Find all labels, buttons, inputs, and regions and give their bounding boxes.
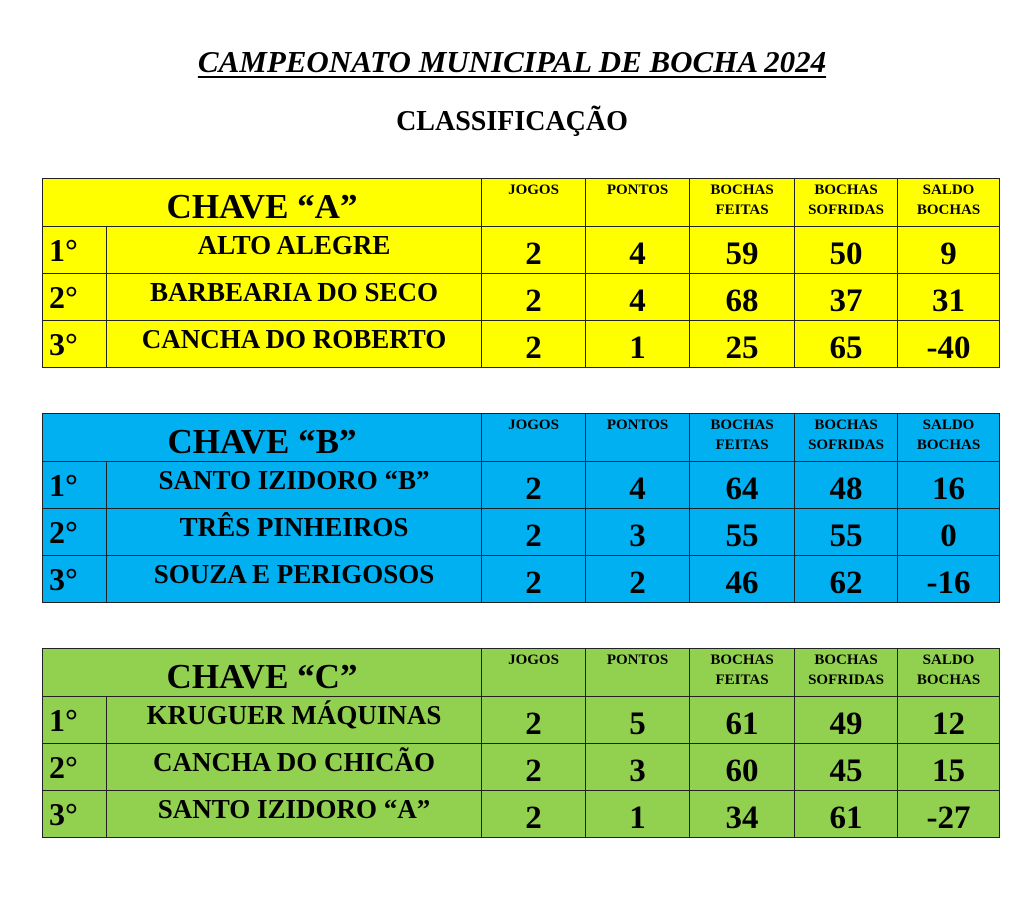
pontos-header-label: PONTOS	[606, 652, 669, 668]
jogos-header-label: JOGOS	[508, 417, 559, 433]
saldo-bochas-header-line1: SALDO	[922, 417, 975, 433]
pontos-cell: 4	[586, 227, 690, 274]
bochas-sofridas-cell: 37	[795, 274, 898, 321]
jogos-header-label: JOGOS	[508, 182, 559, 198]
bochas-feitas-cell: 61	[690, 697, 795, 744]
bochas-sofridas-cell: 55	[795, 509, 898, 556]
pontos-cell: 4	[586, 274, 690, 321]
position-cell: 3°	[43, 791, 107, 838]
pontos-header	[586, 414, 690, 462]
bochas-sofridas-header	[795, 414, 898, 462]
bochas-feitas-cell: 68	[690, 274, 795, 321]
table-row	[43, 509, 1000, 556]
saldo-bochas-cell: 31	[898, 274, 1000, 321]
jogos-cell: 2	[482, 556, 586, 603]
team-name-cell: TRÊS PINHEIROS	[107, 509, 482, 556]
table-row	[43, 227, 1000, 274]
bochas-sofridas-header-line1: BOCHAS	[814, 652, 878, 668]
bochas-feitas-header	[690, 649, 795, 697]
bochas-feitas-cell: 60	[690, 744, 795, 791]
saldo-bochas-header-line2: BOCHAS	[916, 672, 981, 688]
saldo-bochas-header-line2: BOCHAS	[916, 202, 981, 218]
jogos-header	[482, 649, 586, 697]
pontos-header	[586, 649, 690, 697]
bochas-feitas-cell: 55	[690, 509, 795, 556]
saldo-bochas-cell: 15	[898, 744, 1000, 791]
bochas-feitas-cell: 46	[690, 556, 795, 603]
jogos-cell: 2	[482, 321, 586, 368]
bochas-sofridas-header-line2: SOFRIDAS	[808, 437, 884, 453]
pontos-cell: 3	[586, 509, 690, 556]
table-row	[43, 744, 1000, 791]
saldo-bochas-header-line2: BOCHAS	[916, 437, 981, 453]
saldo-bochas-header-line1: SALDO	[922, 182, 975, 198]
position-cell: 1°	[43, 697, 107, 744]
bochas-sofridas-header	[795, 649, 898, 697]
bochas-sofridas-cell: 45	[795, 744, 898, 791]
team-name-cell: KRUGUER MÁQUINAS	[107, 697, 482, 744]
saldo-bochas-header	[898, 649, 1000, 697]
jogos-cell: 2	[482, 744, 586, 791]
bochas-sofridas-cell: 65	[795, 321, 898, 368]
page-title: CAMPEONATO MUNICIPAL DE BOCHA 2024	[197, 44, 827, 79]
jogos-cell: 2	[482, 462, 586, 509]
saldo-bochas-cell: 12	[898, 697, 1000, 744]
saldo-bochas-cell: 9	[898, 227, 1000, 274]
jogos-cell: 2	[482, 227, 586, 274]
pontos-cell: 1	[586, 791, 690, 838]
table-row	[43, 697, 1000, 744]
bochas-feitas-cell: 59	[690, 227, 795, 274]
saldo-bochas-header	[898, 414, 1000, 462]
group-a-header-row	[43, 179, 1000, 227]
bochas-sofridas-cell: 48	[795, 462, 898, 509]
team-name-cell: BARBEARIA DO SECO	[107, 274, 482, 321]
group-b-header-row	[43, 414, 1000, 462]
bochas-sofridas-header-line2: SOFRIDAS	[808, 202, 884, 218]
position-cell: 2°	[43, 744, 107, 791]
team-name-cell: CANCHA DO CHICÃO	[107, 744, 482, 791]
bochas-sofridas-header	[795, 179, 898, 227]
bochas-feitas-header-line1: BOCHAS	[710, 417, 774, 433]
group-b-table	[42, 413, 1000, 603]
bochas-feitas-header-line2: FEITAS	[715, 437, 769, 453]
bochas-feitas-header-line2: FEITAS	[715, 202, 769, 218]
jogos-cell: 2	[482, 697, 586, 744]
position-cell: 3°	[43, 321, 107, 368]
team-name-cell: CANCHA DO ROBERTO	[107, 321, 482, 368]
table-row	[43, 791, 1000, 838]
page-subtitle: CLASSIFICAÇÃO	[396, 106, 628, 137]
bochas-feitas-header	[690, 179, 795, 227]
bochas-sofridas-cell: 62	[795, 556, 898, 603]
saldo-bochas-cell: -27	[898, 791, 1000, 838]
bochas-sofridas-header-line1: BOCHAS	[814, 417, 878, 433]
team-name-cell: SANTO IZIDORO “B”	[107, 462, 482, 509]
bochas-sofridas-cell: 50	[795, 227, 898, 274]
saldo-bochas-header-line1: SALDO	[922, 652, 975, 668]
pontos-cell: 3	[586, 744, 690, 791]
bochas-feitas-header-line1: BOCHAS	[710, 652, 774, 668]
position-cell: 1°	[43, 462, 107, 509]
table-row	[43, 274, 1000, 321]
table-row	[43, 556, 1000, 603]
group-b-name: CHAVE “B”	[43, 414, 482, 462]
bochas-sofridas-header-line2: SOFRIDAS	[808, 672, 884, 688]
pontos-cell: 2	[586, 556, 690, 603]
team-name-cell: SOUZA E PERIGOSOS	[107, 556, 482, 603]
group-c-table	[42, 648, 1000, 838]
saldo-bochas-cell: -40	[898, 321, 1000, 368]
saldo-bochas-cell: 0	[898, 509, 1000, 556]
team-name-cell: SANTO IZIDORO “A”	[107, 791, 482, 838]
saldo-bochas-header	[898, 179, 1000, 227]
jogos-header	[482, 414, 586, 462]
table-row	[43, 321, 1000, 368]
jogos-header-label: JOGOS	[508, 652, 559, 668]
group-c-name: CHAVE “C”	[43, 649, 482, 697]
pontos-header-label: PONTOS	[606, 182, 669, 198]
saldo-bochas-cell: 16	[898, 462, 1000, 509]
team-name-cell: ALTO ALEGRE	[107, 227, 482, 274]
position-cell: 2°	[43, 274, 107, 321]
bochas-feitas-header-line1: BOCHAS	[710, 182, 774, 198]
jogos-cell: 2	[482, 509, 586, 556]
bochas-feitas-header-line2: FEITAS	[715, 672, 769, 688]
position-cell: 3°	[43, 556, 107, 603]
pontos-cell: 1	[586, 321, 690, 368]
position-cell: 1°	[43, 227, 107, 274]
bochas-feitas-cell: 34	[690, 791, 795, 838]
jogos-cell: 2	[482, 274, 586, 321]
bochas-sofridas-cell: 49	[795, 697, 898, 744]
bochas-feitas-cell: 64	[690, 462, 795, 509]
pontos-header	[586, 179, 690, 227]
position-cell: 2°	[43, 509, 107, 556]
jogos-cell: 2	[482, 791, 586, 838]
jogos-header	[482, 179, 586, 227]
bochas-feitas-cell: 25	[690, 321, 795, 368]
pontos-cell: 4	[586, 462, 690, 509]
table-row	[43, 462, 1000, 509]
bochas-sofridas-header-line1: BOCHAS	[814, 182, 878, 198]
pontos-cell: 5	[586, 697, 690, 744]
pontos-header-label: PONTOS	[606, 417, 669, 433]
saldo-bochas-cell: -16	[898, 556, 1000, 603]
bochas-sofridas-cell: 61	[795, 791, 898, 838]
bochas-feitas-header	[690, 414, 795, 462]
group-c-header-row	[43, 649, 1000, 697]
group-a-table	[42, 178, 1000, 368]
group-a-name: CHAVE “A”	[43, 179, 482, 227]
